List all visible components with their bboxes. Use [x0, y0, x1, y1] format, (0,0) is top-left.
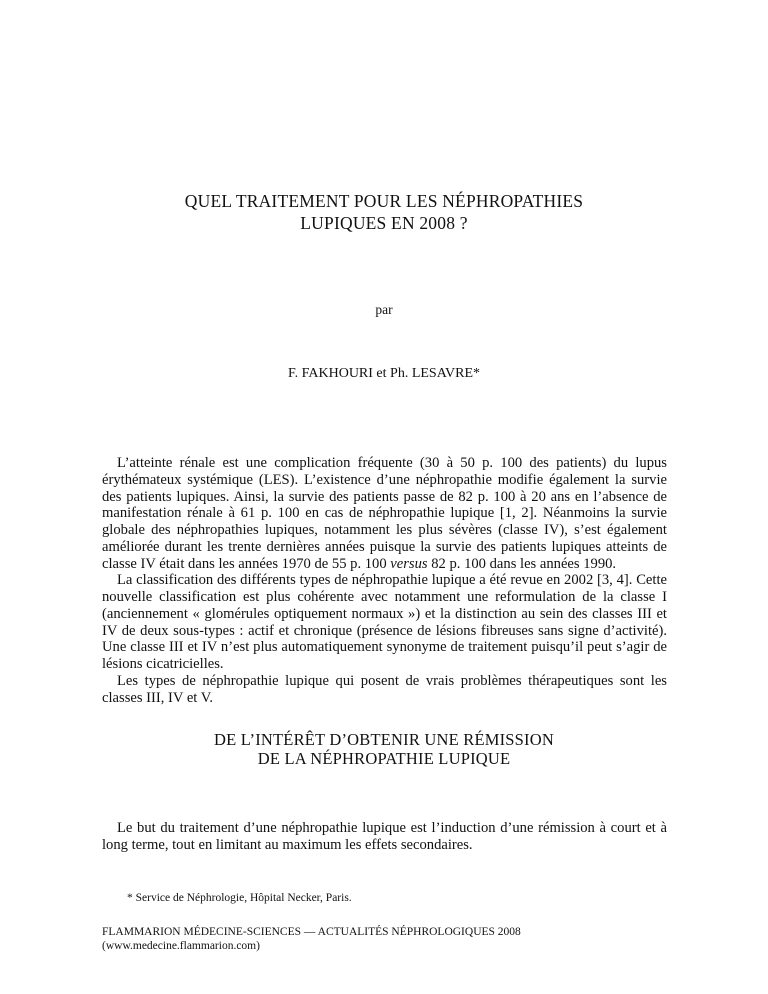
- intro-paragraph-3: Les types de néphropathie lupique qui posent de vrais problèmes thérapeutiques sont les classes III, IV et V.: [102, 672, 667, 706]
- byline-par: par: [375, 302, 393, 317]
- footer-line-1: FLAMMARION MÉDECINE-SCIENCES — ACTUALITÉS NÉPHROLOGIQUES 2008: [102, 926, 521, 938]
- authors: F. FAKHOURI et Ph. LESAVRE*: [287, 366, 481, 381]
- article-title-line-1: QUEL TRAITEMENT POUR LES NÉPHROPATHIES: [184, 191, 584, 211]
- article-title: [0, 190, 768, 234]
- section-text: [102, 820, 667, 854]
- intro-paragraph-1-italic: versus: [390, 555, 428, 572]
- footer-line-2: (www.medecine.flammarion.com): [102, 940, 260, 952]
- section-heading-line-1: DE L’INTÉRÊT D’OBTENIR UNE RÉMISSION: [214, 730, 554, 749]
- footnote: * Service de Néphrologie, Hôpital Necker, Paris.: [127, 892, 352, 904]
- intro-paragraph-1: [102, 455, 667, 572]
- section-heading: [0, 730, 768, 768]
- page-footer: [102, 925, 521, 953]
- article-title-line-2: LUPIQUES EN 2008 ?: [300, 213, 468, 233]
- section-paragraph-1: Le but du traitement d’une néphropathie lupique est l’induction d’une rémission à court et à long terme, tout en limitant au maximum les effets secondaires.: [102, 820, 667, 853]
- intro-paragraph-1-part-b: 82 p. 100 dans les années 1990.: [427, 555, 617, 572]
- intro-text: [102, 455, 667, 706]
- section-heading-line-2: DE LA NÉPHROPATHIE LUPIQUE: [257, 749, 511, 768]
- intro-paragraph-2: La classification des différents types de néphropathie lupique a été revue en 2002 [3, 4]. Cette nouvelle classification est plus cohérente avec notamment une reformulation de la classe I (anciennement « glomérules optiquement normaux ») et la distinction au sein des classes III et IV de deux sous-types : actif et chronique (présence de lésions fibreuses sans signe d’activité). Une classe III et IV n’est plus automatiquement synonyme de traitement puisqu’il peut s’agir de lésions cicatricielles.: [102, 572, 667, 672]
- intro-paragraph-1-part-a: L’atteinte rénale est une complication fréquente (30 à 50 p. 100 des patients) du lupus érythémateux systémique (LES). L’existence d’une néphropathie modifie également la survie des patients lupiques. Ainsi, la survie des patients passe de 82 p. 100 à 20 ans en l’absence de manifestation rénale à 61 p. 100 en cas de néphropathie lupique [1, 2]. Néanmoins la survie globale des néphropathies lupiques, notamment les plus sévères (classe IV), s’est également améliorée durant les trente dernières années puisque la survie des patients lupiques atteints de classe IV était dans les années 1970 de 55 p. 100: [102, 455, 667, 572]
